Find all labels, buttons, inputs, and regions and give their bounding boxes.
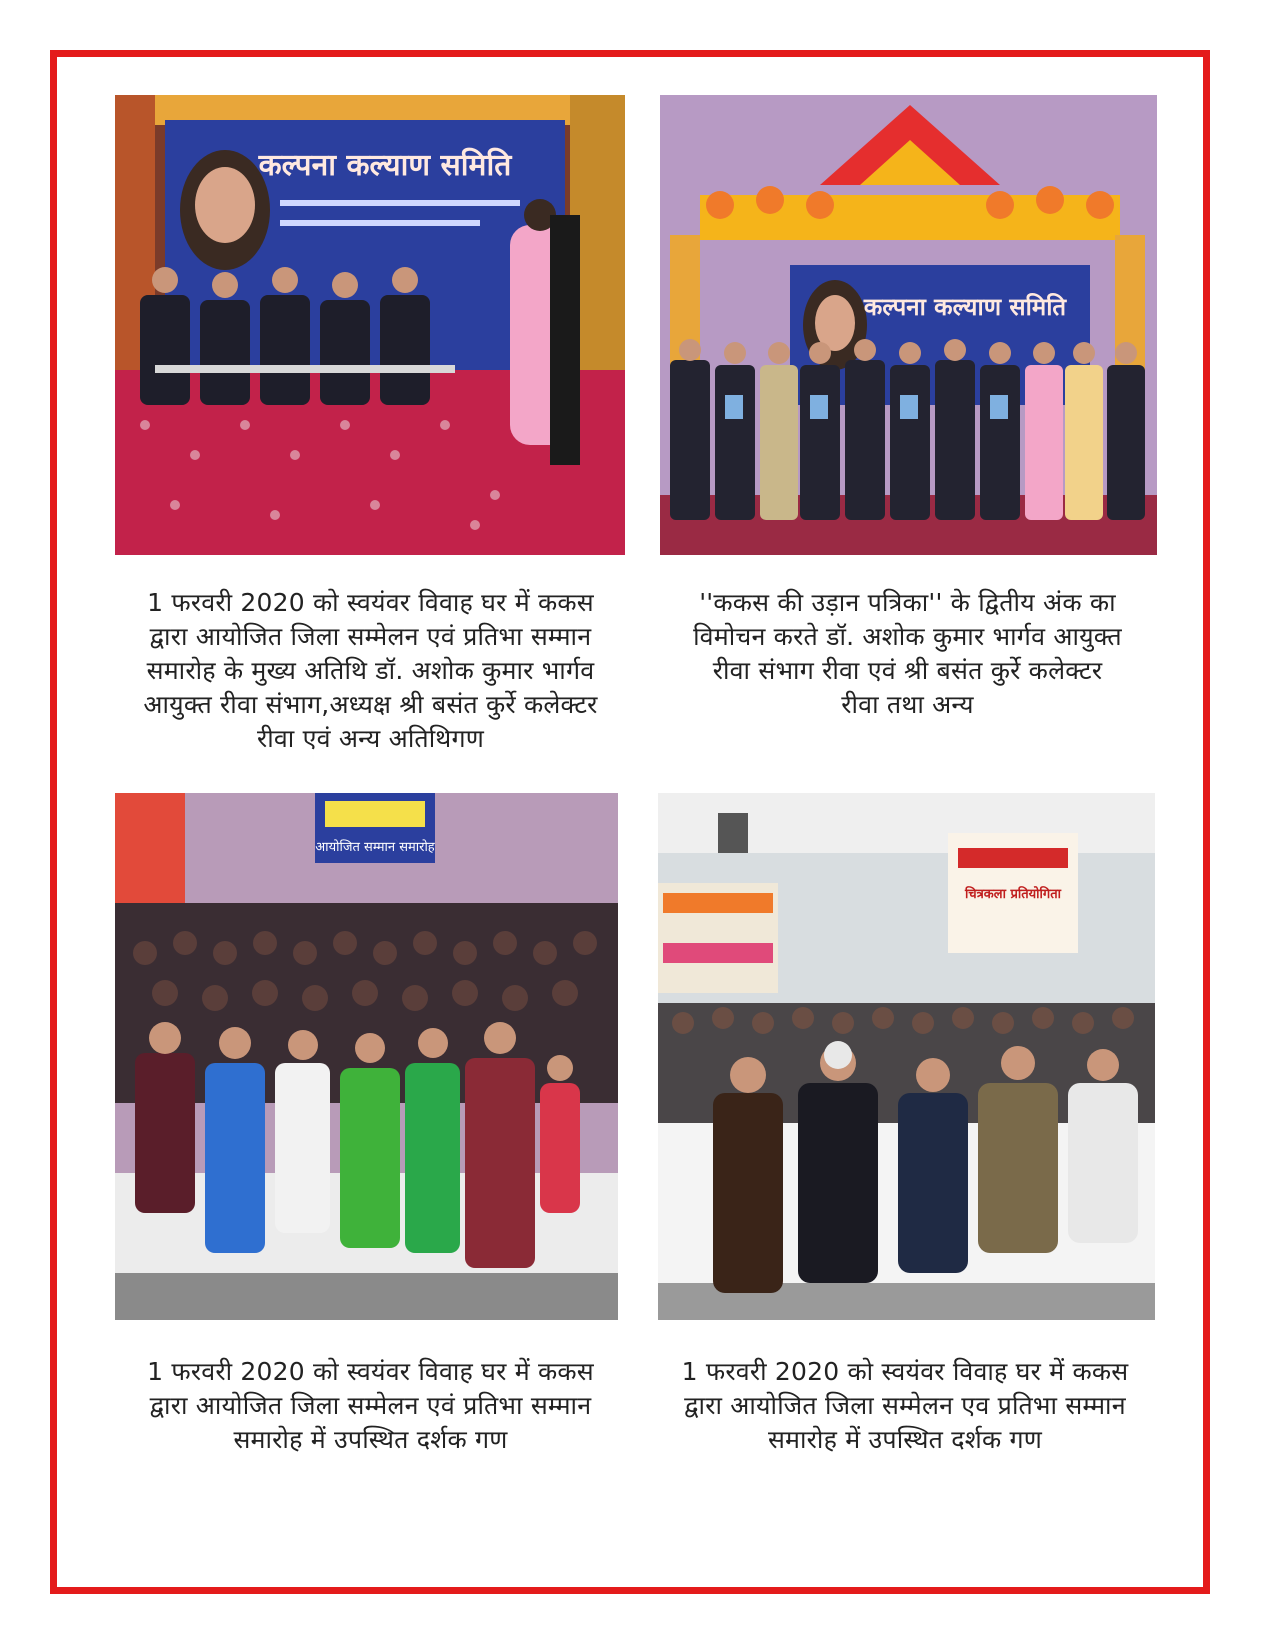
caption-line: द्वारा आयोजित जिला सम्मेलन एवं प्रतिभा सम्मान [149, 622, 592, 651]
audience-photo-1 [115, 793, 618, 1320]
caption-line: समारोह के मुख्य अतिथि डॉ. अशोक कुमार भार्गव [146, 656, 595, 685]
caption-line: रीवा संभाग रीवा एवं श्री बसंत कुर्रे कलेक्टर [712, 656, 1103, 685]
magazine-release-photo [660, 95, 1157, 555]
banner-title: कल्पना कल्याण समिति [863, 293, 1067, 321]
banner-title: आयोजित सम्मान समारोह [315, 840, 435, 855]
banner-title: कल्पना कल्याण समिति [258, 148, 512, 183]
caption-line: आयुक्त रीवा संभाग,अध्यक्ष श्री बसंत कुर्रे कलेक्टर [143, 690, 598, 719]
caption-line: द्वारा आयोजित जिला सम्मेलन एवं प्रतिभा सम्मान [149, 1391, 592, 1420]
caption-line: रीवा तथा अन्य [841, 690, 974, 719]
caption-line: 1 फरवरी 2020 को स्वयंवर विवाह घर में ककस [147, 588, 594, 617]
caption-line: द्वारा आयोजित जिला सम्मेलन एव प्रतिभा सम्मान [684, 1391, 1126, 1420]
caption-line: विमोचन करते डॉ. अशोक कुमार भार्गव आयुक्त [693, 622, 1122, 651]
caption-stage-guests [108, 586, 633, 756]
caption-line: रीवा एवं अन्य अतिथिगण [256, 724, 485, 753]
caption-line: 1 फरवरी 2020 को स्वयंवर विवाह घर में ककस [681, 1357, 1129, 1386]
banner-title: चित्रकला प्रतियोगिता [964, 887, 1062, 902]
caption-line: समारोह में उपस्थित दर्शक गण [233, 1425, 508, 1454]
caption-audience-1 [108, 1355, 633, 1457]
audience-photo-2 [658, 793, 1155, 1320]
caption-line: ''ककस की उड़ान पत्रिका'' के द्वितीय अंक का [699, 588, 1116, 617]
caption-line: समारोह में उपस्थित दर्शक गण [767, 1425, 1043, 1454]
caption-audience-2 [640, 1355, 1170, 1457]
caption-magazine-release [640, 586, 1175, 722]
caption-line: 1 फरवरी 2020 को स्वयंवर विवाह घर में ककस [147, 1357, 594, 1386]
stage-guests-photo [115, 95, 625, 555]
